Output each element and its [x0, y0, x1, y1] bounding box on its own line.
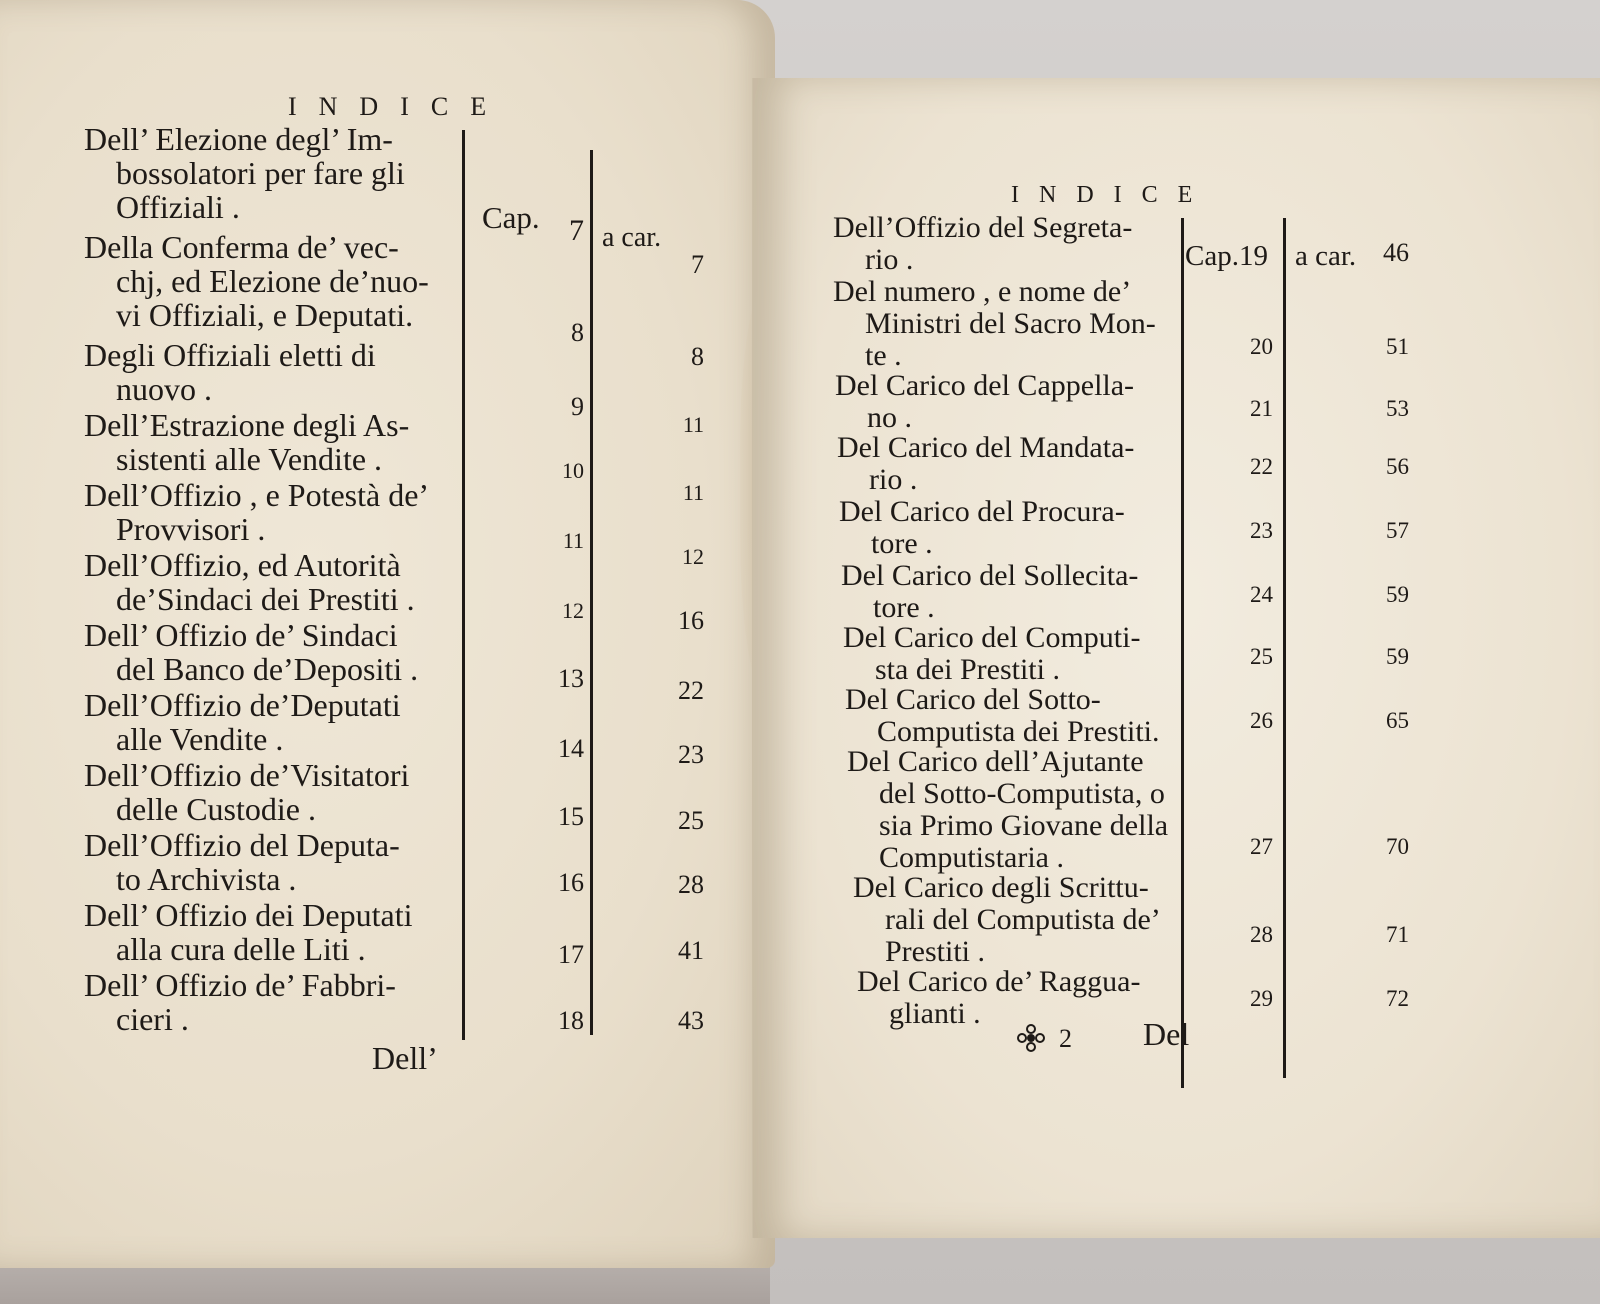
right-entry-car: 53	[1386, 396, 1409, 421]
right-entry-cap: 21	[1250, 396, 1273, 421]
right-entry-cap: 29	[1250, 986, 1273, 1011]
right-entry-car: 57	[1386, 518, 1409, 543]
left-entry-car: 28	[678, 870, 704, 899]
right-column-rule-2	[1283, 218, 1286, 1078]
right-entry-car: 56	[1386, 454, 1409, 479]
right-entry-cap: 27	[1250, 834, 1273, 859]
left-entry-cap: 11	[562, 528, 584, 553]
signature-mark: 2	[1059, 1024, 1072, 1053]
right-entry-car: 71	[1386, 922, 1409, 947]
right-entry: Del Carico del Sollecita- tore .	[841, 559, 1139, 624]
right-entry-cap: 26	[1250, 708, 1273, 733]
left-entry-cap: 15	[558, 802, 584, 831]
left-entry: Dell’Offizio de’Deputati alle Vendite .	[84, 687, 401, 757]
right-entry-car: 59	[1386, 582, 1409, 607]
right-entry: Del Carico del Procura- tore .	[839, 495, 1125, 560]
left-catchword: Dell’	[372, 1040, 438, 1076]
right-entry: Del Carico de’ Raggua- glianti .	[857, 965, 1141, 1030]
left-column-rule-2	[590, 150, 593, 1035]
right-entry-cap: 23	[1250, 518, 1273, 543]
left-entry-car: 23	[678, 740, 704, 769]
right-entry-cap: 20	[1250, 334, 1273, 359]
left-entry: Dell’ Elezione degl’ Im- bossolatori per fare gli Offiziali .	[84, 121, 405, 225]
left-entry-car: 16	[678, 606, 704, 635]
left-entry-car: 12	[682, 544, 704, 569]
right-entry-car: 72	[1386, 986, 1409, 1011]
left-entry-cap: 13	[558, 664, 584, 693]
left-entry-car: 43	[678, 1006, 704, 1035]
right-catchword: Del	[1143, 1016, 1190, 1052]
left-entry: Dell’Offizio , e Potestà de’ Provvisori .	[84, 477, 430, 547]
left-entry-car: 25	[678, 806, 704, 835]
right-page	[752, 78, 1600, 1238]
left-page-header: INDICE	[288, 92, 509, 121]
left-col-page-label: a car.	[602, 222, 662, 253]
right-entry-cap: 22	[1250, 454, 1273, 479]
right-entry: Del Carico del Cappella- no .	[835, 369, 1135, 434]
right-entry-car: 51	[1386, 334, 1409, 359]
left-entry: Dell’Offizio del Deputa- to Archivista .	[84, 827, 400, 897]
left-entry-car: 7	[691, 250, 704, 279]
right-col-page-label: a car.	[1295, 240, 1357, 272]
left-entry-cap: 17	[558, 940, 584, 969]
right-entry: Dell’Offizio del Segreta- rio .	[833, 211, 1133, 276]
left-entry: Dell’Offizio, ed Autorità de’Sindaci dei Prestiti .	[84, 547, 415, 617]
left-entry-cap: 12	[562, 598, 584, 623]
left-entry: Della Conferma de’ vec- chj, ed Elezione de’nuo- vi Offiziali, e Deputati.	[84, 229, 429, 333]
left-entry: Dell’ Offizio de’ Fabbri- cieri .	[84, 967, 396, 1037]
right-entry-car: 59	[1386, 644, 1409, 669]
right-entry-cap: 28	[1250, 922, 1273, 947]
left-entry-car: 11	[682, 480, 704, 505]
right-entry-car: 46	[1383, 238, 1409, 267]
left-entry: Dell’ Offizio dei Deputati alla cura delle Liti .	[84, 897, 413, 967]
left-entry-cap: 8	[571, 318, 584, 347]
right-entry-car: 65	[1386, 708, 1409, 733]
right-entry-cap: 24	[1250, 582, 1273, 607]
left-entry: Degli Offiziali eletti di nuovo .	[84, 337, 376, 407]
left-entry: Dell’Estrazione degli As- sistenti alle Vendite .	[84, 407, 410, 477]
left-entry-car: 41	[678, 936, 704, 965]
right-column-rule-1	[1181, 218, 1184, 1088]
right-entry: Del Carico del Computi- sta dei Prestiti .	[843, 621, 1141, 686]
right-entry-cap: 25	[1250, 644, 1273, 669]
right-entry: Del numero , e nome de’ Ministri del Sacro Mon- te .	[833, 275, 1156, 372]
flower-ornament-icon	[1015, 1022, 1047, 1054]
left-entry-cap: 14	[558, 734, 584, 763]
left-page	[0, 0, 775, 1268]
left-col-chapter-label: Cap.	[482, 200, 540, 235]
left-entry-cap: 9	[571, 392, 584, 421]
right-entry: Del Carico degli Scrittu- rali del Computista de’ Prestiti .	[853, 871, 1161, 968]
right-entry: Del Carico del Mandata- rio .	[837, 431, 1135, 496]
right-entry: Del Carico dell’Ajutante del Sotto-Computista, o sia Primo Giovane della Computistaria .	[847, 745, 1169, 874]
left-entry-car: 11	[682, 412, 704, 437]
right-page-header: INDICE	[1011, 182, 1213, 208]
left-entry-cap: 16	[558, 868, 584, 897]
left-entry-cap: 10	[562, 458, 584, 483]
left-entry: Dell’ Offizio de’ Sindaci del Banco de’Depositi .	[84, 617, 419, 687]
right-entry-car: 70	[1386, 834, 1409, 859]
right-col-chapter-label: Cap.19	[1185, 240, 1268, 272]
left-entry-cap: 18	[558, 1006, 584, 1035]
right-entry: Del Carico del Sotto- Computista dei Prestiti.	[845, 683, 1160, 748]
left-column-rule-1	[462, 130, 465, 1040]
left-entry: Dell’Offizio de’Visitatori delle Custodie .	[84, 757, 410, 827]
left-entry-car: 8	[691, 342, 704, 371]
left-entry-car: 22	[678, 676, 704, 705]
left-entry-cap: 7	[569, 214, 584, 247]
